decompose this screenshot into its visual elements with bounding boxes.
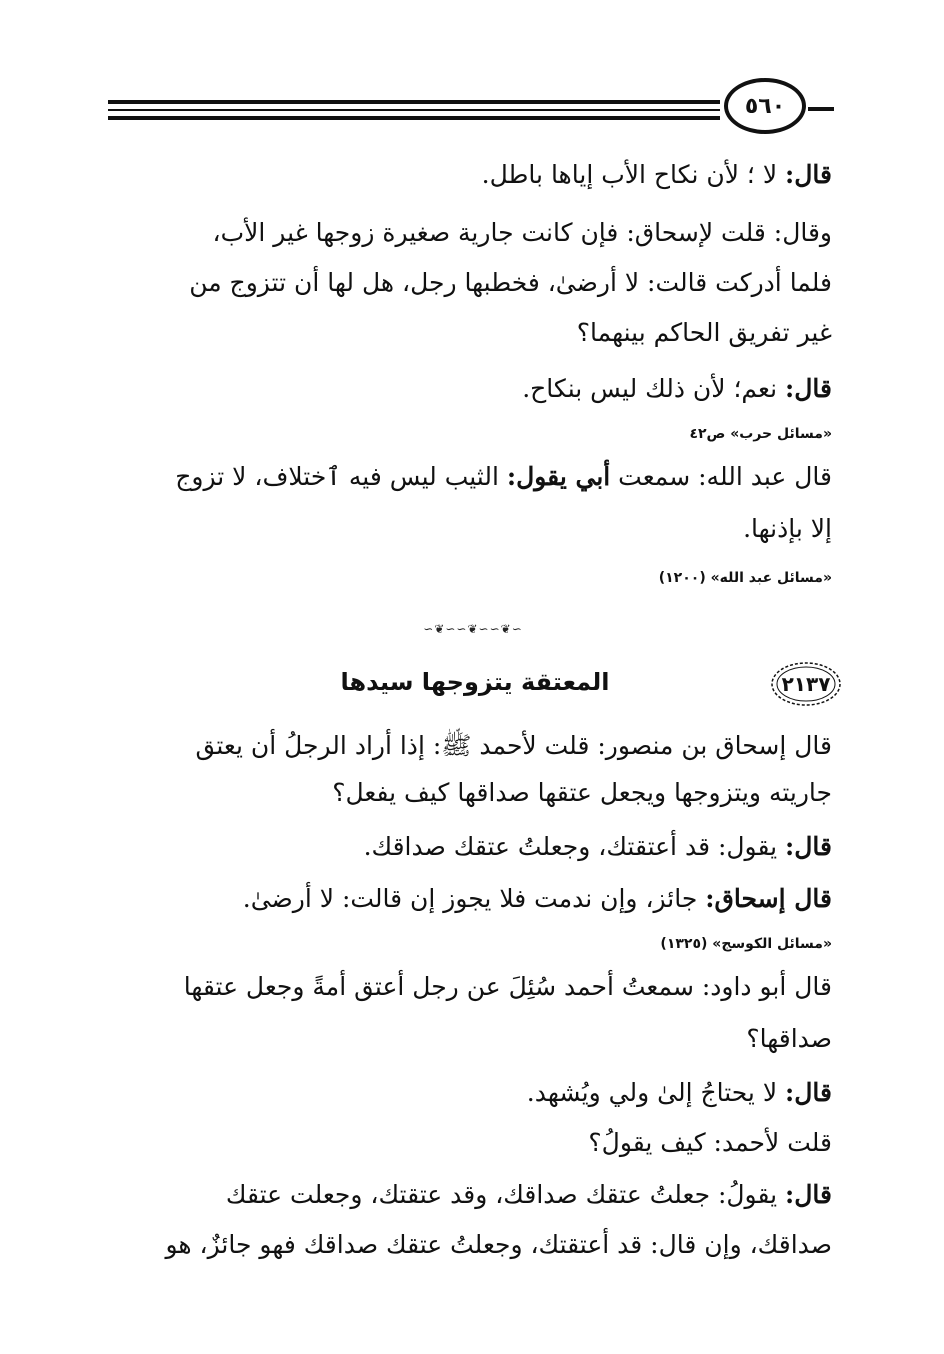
source-citation: «مسائل عبد الله» (١٢٠٠) [658,570,832,586]
header-rule [108,109,720,111]
text-segment: الثيب ليس فيه ٱختلاف، لا تزوج [175,462,507,491]
text-segment: لا يحتاجُ إلىٰ ولي ويُشهد. [526,1078,786,1107]
section-title: المعتقة يتزوجها سيدها [340,668,610,696]
header-rule [108,100,720,104]
text-segment: جاريته ويتزوجها ويجعل عتقها صداقها كيف يفعل؟ [332,778,832,807]
speaker-label: قال إسحاق: [705,884,832,913]
text-line [108,972,832,1001]
speaker-label: قال: [785,160,832,189]
text-line [108,1180,832,1209]
speaker-label: قال: [785,374,832,403]
text-segment: قلت لأحمد: كيف يقولُ؟ [588,1128,832,1157]
text-line [332,778,832,807]
text-segment: يقولُ: جعلتُ عتقك صداقك، وقد عتقتك، وجعلت عتقك [225,1180,786,1209]
speaker-label: أبي يقول: [506,462,611,491]
text-segment: فلما أدركت قالت: لا أرضىٰ، فخطبها رجل، هل لها أن تتزوج من [189,268,832,297]
text-line [743,514,832,543]
text-line [577,318,832,347]
text-line [108,1230,832,1259]
section-number-badge [768,660,844,708]
section-number: ٢١٣٧ [781,672,831,696]
text-line [108,462,832,491]
speaker-label: قال: [785,832,832,861]
speaker-label: قال: [785,1078,832,1107]
text-segment: قال أبو داود: سمعتُ أحمد سُئِلَ عن رجل أعتق أمةً وجعل عتقها [183,972,832,1001]
text-line [108,730,832,767]
text-segment: إلا بإذنها. [743,514,832,543]
text-segment: صداقها؟ [746,1024,832,1053]
source-citation: «مسائل الكوسج» (١٣٢٥) [660,936,832,952]
text-line [746,1024,832,1053]
text-segment: نعم؛ لأن ذلك ليس بنكاح. [522,374,786,403]
text-segment: قال إسحاق بن منصور: قلت لأحمد ﷺ: إذا أراد الرجلُ أن يعتق [195,731,832,760]
header-rule-tail [808,107,834,111]
page-number: ٥٦٠ [724,78,806,134]
text-segment: يقول: قد أعتقتك، وجعلتُ عتقك صداقك. [363,832,786,861]
header-rule [108,116,720,120]
speaker-label: قال: [785,1180,832,1209]
text-line [522,374,832,403]
text-segment: وقال: قلت لإسحاق: فإن كانت جارية صغيرة زوجها غير الأب، [212,218,832,247]
text-line [588,1128,832,1157]
text-line [364,832,832,861]
ornament-divider: ∽❦∽∽❦∽∽❦∽ [423,622,523,636]
text-segment: جائز، وإن ندمت فلا يجوز إن قالت: لا أرضىٰ. [242,884,706,913]
source-citation: «مسائل حرب» ص٤٢ [689,426,832,442]
text-line [108,218,832,247]
text-line [243,884,832,913]
text-segment: قال عبد الله: سمعت [610,462,832,491]
text-line [108,268,832,297]
text-segment: لا ؛ لأن نكاح الأب إياها باطل. [481,160,786,189]
text-segment: غير تفريق الحاكم بينهما؟ [576,318,832,347]
text-line [527,1078,832,1107]
text-segment: صداقك، وإن قال: قد أعتقتك، وجعلتُ عتقك صداقك فهو جائزٌ، هو [165,1230,832,1259]
text-line [482,160,832,189]
